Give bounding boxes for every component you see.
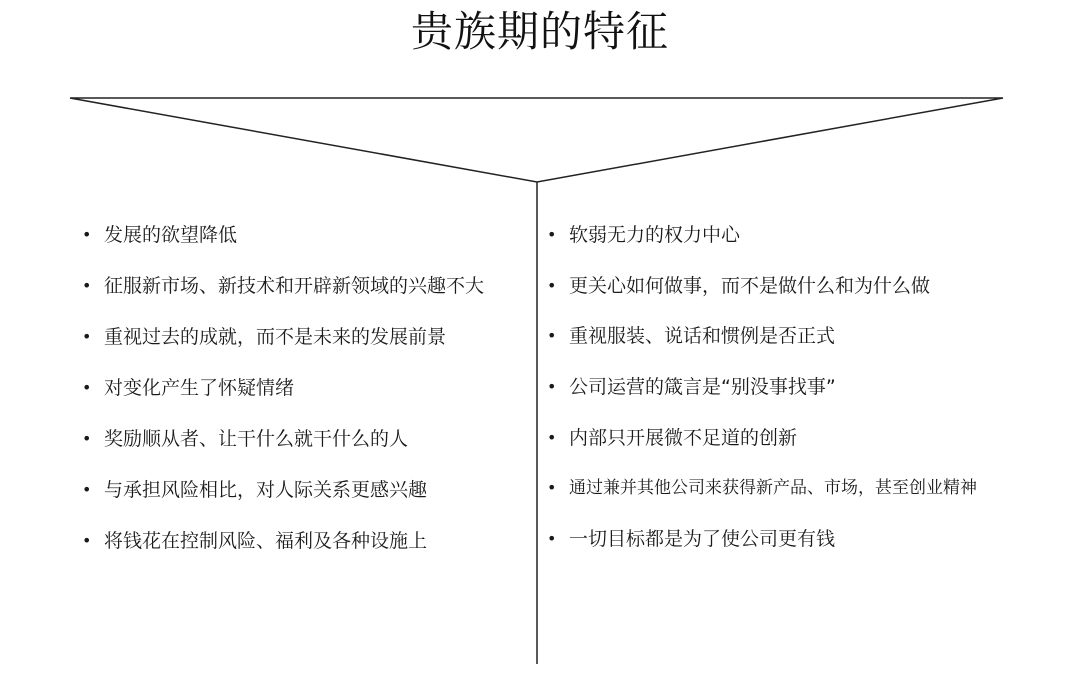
list-item — [545, 521, 1075, 572]
item-text: 更关心如何做事，而不是做什么和为什么做 — [569, 274, 931, 297]
list-item — [80, 421, 530, 472]
bullet-icon: • — [82, 531, 92, 550]
bullet-icon: • — [82, 327, 92, 346]
list-item — [545, 470, 1075, 521]
bullet-icon: • — [82, 429, 92, 448]
bullet-icon: • — [82, 225, 92, 244]
item-text: 公司运营的箴言是“别没事找事” — [569, 376, 836, 399]
list-item — [80, 268, 530, 319]
list-item — [80, 370, 530, 421]
item-text: 发展的欲望降低 — [104, 224, 238, 246]
item-text: 与承担风险相比，对人际关系更感兴趣 — [104, 479, 428, 501]
bullet-icon: • — [82, 480, 92, 499]
list-item — [545, 217, 1075, 268]
item-text: 重视服装、说话和惯例是否正式 — [569, 325, 836, 348]
item-text: 通过兼并其他公司来获得新产品、市场，甚至创业精神 — [569, 478, 977, 499]
right-column-list — [545, 217, 1075, 572]
bullet-icon: • — [547, 377, 557, 397]
list-item — [80, 523, 530, 574]
item-text: 重视过去的成就，而不是未来的发展前景 — [104, 326, 447, 348]
left-column-list — [80, 217, 530, 574]
item-text: 对变化产生了怀疑情绪 — [104, 377, 295, 399]
list-item — [545, 420, 1075, 471]
list-item — [80, 217, 530, 268]
item-text: 内部只开展微不足道的创新 — [569, 426, 798, 449]
bullet-icon: • — [82, 276, 92, 295]
bullet-icon: • — [547, 478, 557, 498]
page-title: 贵族期的特征 — [410, 7, 669, 56]
list-item — [545, 268, 1075, 319]
list-item — [80, 319, 530, 370]
item-text: 将钱花在控制风险、福利及各种设施上 — [104, 530, 428, 552]
inverted-triangle — [70, 98, 1003, 182]
bullet-icon: • — [547, 427, 557, 447]
item-text: 征服新市场、新技术和开辟新领域的兴趣不大 — [104, 275, 485, 297]
list-item — [545, 369, 1075, 420]
item-text: 奖励顺从者、让干什么就干什么的人 — [104, 428, 409, 450]
item-text: 软弱无力的权力中心 — [569, 224, 741, 246]
item-text: 一切目标都是为了使公司更有钱 — [569, 528, 836, 551]
bullet-icon: • — [82, 378, 92, 397]
list-item — [80, 472, 530, 523]
bullet-icon: • — [547, 529, 557, 549]
bullet-icon: • — [547, 326, 557, 346]
list-item — [545, 318, 1075, 369]
bullet-icon: • — [547, 275, 557, 295]
bullet-icon: • — [547, 225, 557, 244]
